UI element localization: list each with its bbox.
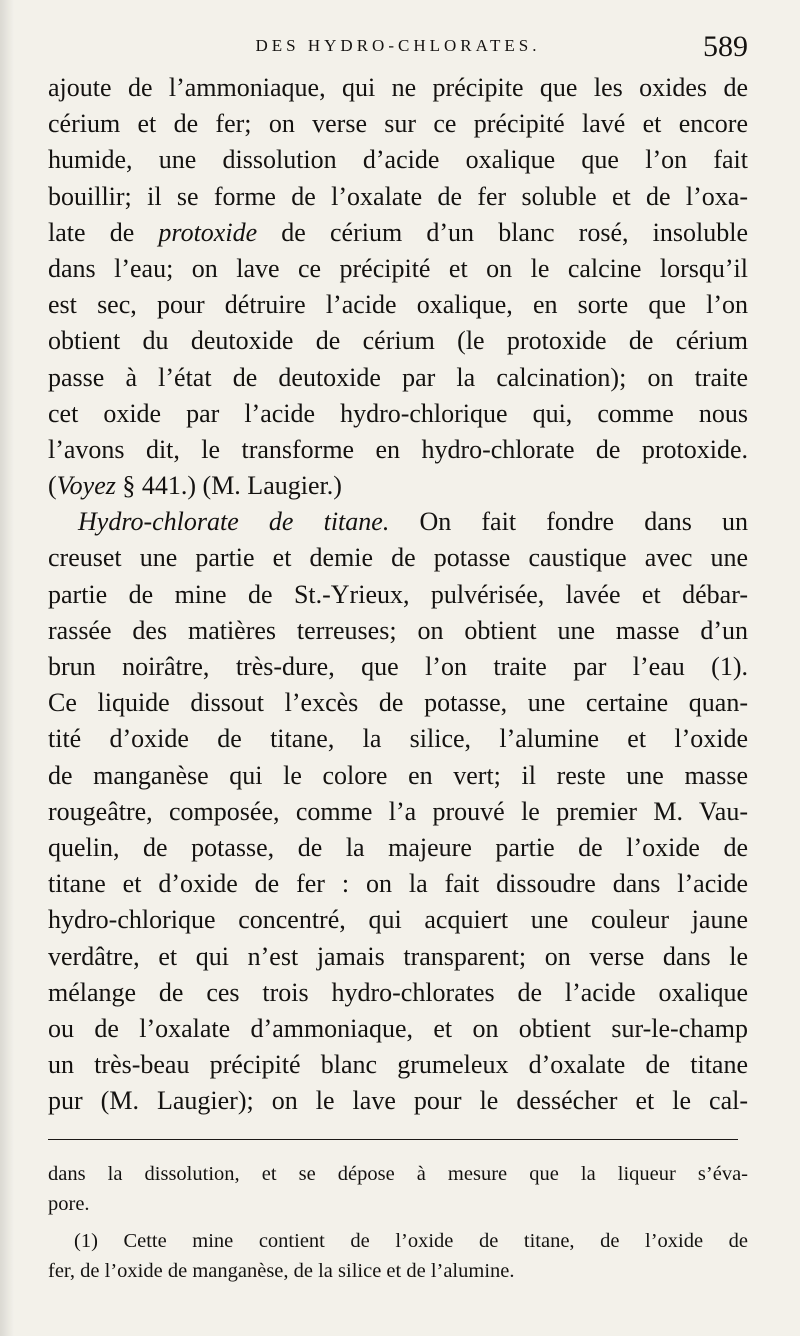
text-line: bouillir; il se forme de l’oxalate de fer soluble et de l’oxa- <box>48 181 748 211</box>
footnote-rule <box>48 1139 738 1140</box>
text-line: pur (M. Laugier); on le lave pour le dessécher et le cal- <box>48 1086 748 1116</box>
text-line <box>48 468 748 504</box>
text-segment: § 441.) (M. Laugier.) <box>115 471 342 501</box>
text-line: ajoute de l’ammoniaque, qui ne précipite que les oxides de <box>48 73 748 102</box>
text-line: hydro-chlorique concentré, qui acquiert une couleur jaune <box>48 905 748 935</box>
text-segment: de cérium d’un blanc rosé, insoluble <box>257 217 748 247</box>
text-line <box>48 504 748 540</box>
text-line: rougeâtre, composée, comme l’a prouvé le premier M. Vau- <box>48 796 748 826</box>
text-line <box>48 215 748 251</box>
text-line: passe à l’état de deutoxide par la calcination); on traite <box>48 362 748 392</box>
text-line: humide, une dissolution d’acide oxalique que l’on fait <box>48 145 748 175</box>
text-line: est sec, pour détruire l’acide oxalique, en sorte que l’on <box>48 290 748 320</box>
footnote-line: pore. <box>48 1192 90 1215</box>
text-line: rassée des matières terreuses; on obtient une masse d’un <box>48 615 748 645</box>
text-segment: late de <box>48 217 159 247</box>
text-line: cet oxide par l’acide hydro-chlorique qui, comme nous <box>48 398 748 428</box>
text-line: cérium et de fer; on verse sur ce précipité lavé et encore <box>48 109 748 139</box>
italic-term: protoxide <box>158 217 258 247</box>
text-line: l’avons dit, le transforme en hydro-chlorate de protoxide. <box>48 434 748 464</box>
text-line: tité d’oxide de titane, la silice, l’alumine et l’oxide <box>48 724 748 754</box>
text-line: ou de l’oxalate d’ammoniaque, et on obtient sur-le-champ <box>48 1013 748 1043</box>
footnote-line: dans la dissolution, et se dépose à mesure que la liqueur s’éva- <box>48 1163 748 1185</box>
text-segment: ( <box>48 471 57 501</box>
body-text <box>48 70 748 1119</box>
text-segment: On fait fondre dans un <box>389 507 748 537</box>
section-heading: Hydro-chlorate de titane. <box>78 507 390 537</box>
text-line: Ce liquide dissout l’excès de potasse, une certaine quan- <box>48 688 748 718</box>
text-line: un très-beau précipité blanc grumeleux d’oxalate de titane <box>48 1050 748 1080</box>
text-line: obtient du deutoxide de cérium (le protoxide de cérium <box>48 326 748 356</box>
text-line: quelin, de potasse, de la majeure partie de l’oxide de <box>48 832 748 862</box>
text-line: de manganèse qui le colore en vert; il reste une masse <box>48 760 748 790</box>
text-line: dans l’eau; on lave ce précipité et on le calcine lorsqu’il <box>48 253 748 283</box>
text-line: titane et d’oxide de fer : on la fait dissoudre dans l’acide <box>48 869 748 899</box>
text-line: brun noirâtre, très-dure, que l’on traite par l’eau (1). <box>48 652 748 681</box>
footnote-line: (1) Cette mine contient de l’oxide de titane, de l’oxide de <box>74 1230 748 1252</box>
running-title: DES HYDRO-CHLORATES. <box>255 36 541 55</box>
italic-term: Voyez <box>56 471 116 501</box>
text-line: mélange de ces trois hydro-chlorates de l’acide oxalique <box>48 977 748 1007</box>
text-line: creuset une partie et demie de potasse caustique avec une <box>48 543 748 573</box>
running-head <box>48 30 748 70</box>
footnotes <box>48 1160 748 1286</box>
footnote-line: fer, de l’oxide de manganèse, de la silice et de l’alumine. <box>48 1259 515 1282</box>
page-number: 589 <box>703 30 748 63</box>
text-line: verdâtre, et qui n’est jamais transparent; on verse dans le <box>48 941 748 971</box>
text-line: partie de mine de St.-Yrieux, pulvérisée, lavée et débar- <box>48 579 748 609</box>
